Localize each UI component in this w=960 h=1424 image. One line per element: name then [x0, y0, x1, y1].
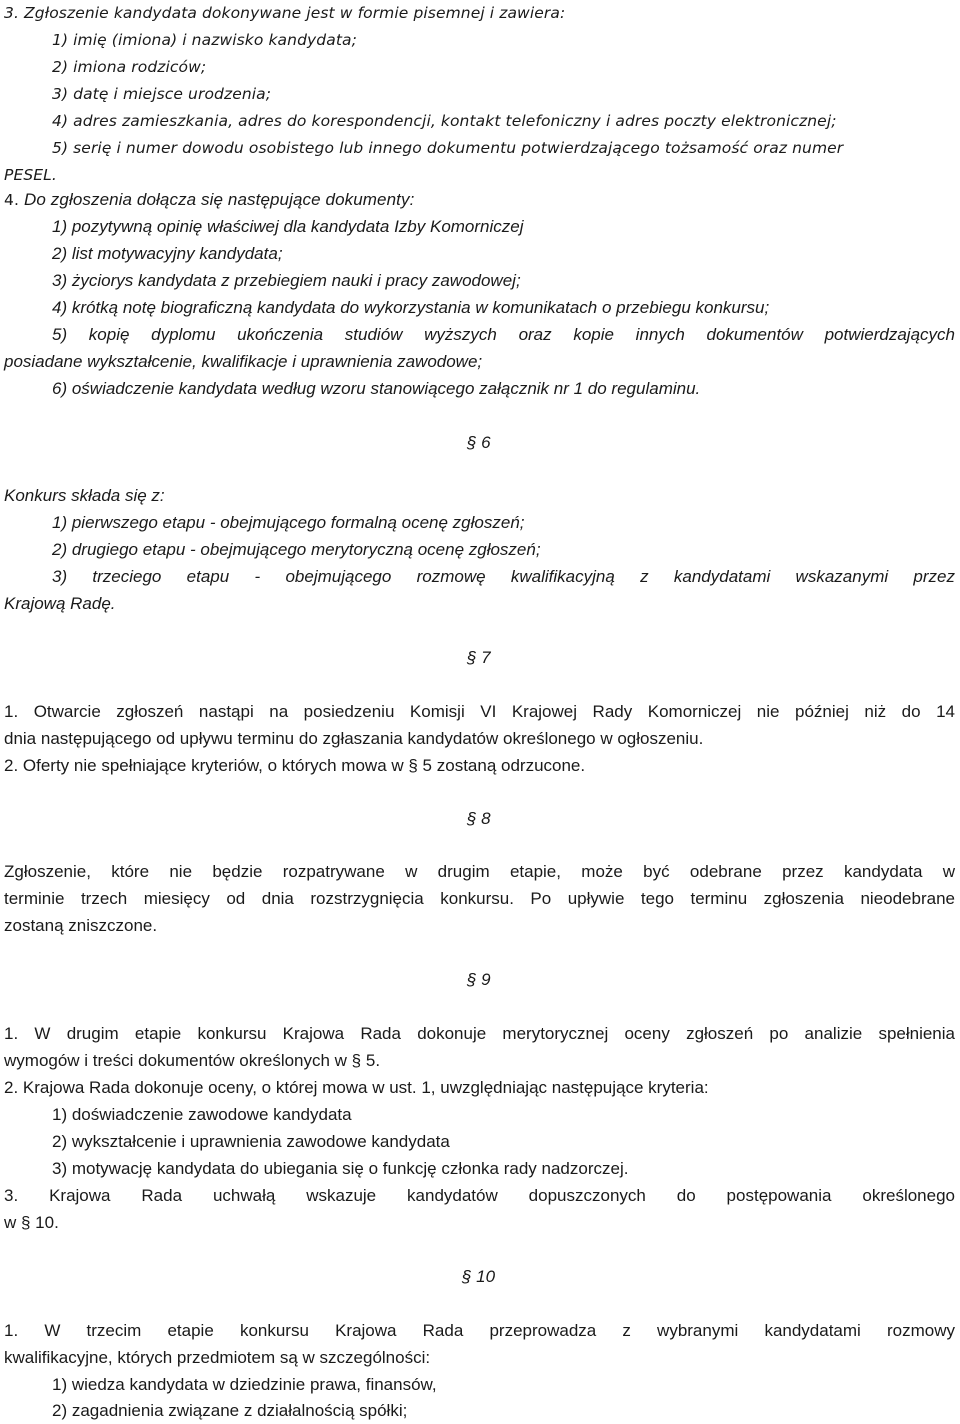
- p3-item-5-cont: PESEL.: [4, 166, 57, 184]
- s9-p3-line-1: 3. Krajowa Rada uchwałą wskazuje kandydatów dopuszczonych do postępowania określonego: [4, 1186, 955, 1205]
- s10-item-1: 1) wiedza kandydata w dziedzinie prawa, finansów,: [52, 1375, 437, 1394]
- s10-line-1: 1. W trzecim etapie konkursu Krajowa Rada przeprowadza z wybranymi kandydatami rozmowy: [4, 1321, 955, 1340]
- p4-item-2: 2) list motywacyjny kandydata;: [52, 244, 283, 263]
- s9-p3-line-2: w § 10.: [4, 1213, 59, 1232]
- s6-item-3-cont: Krajową Radę.: [4, 594, 116, 613]
- p4-item-1: 1) pozytywną opinię właściwej dla kandydata Izby Komorniczej: [52, 217, 524, 236]
- p3-heading: 3. Zgłoszenie kandydata dokonywane jest w formie pisemnej i zawiera:: [4, 4, 566, 22]
- s6-item-1: 1) pierwszego etapu - obejmującego formalną ocenę zgłoszeń;: [52, 513, 525, 532]
- p3-item-5: 5) serię i numer dowodu osobistego lub innego dokumentu potwierdzającego tożsamość oraz numer: [52, 139, 844, 157]
- s9-line-2: wymogów i treści dokumentów określonych w § 5.: [4, 1051, 381, 1070]
- section-7-title: § 7: [467, 648, 491, 667]
- s9-line-1: 1. W drugim etapie konkursu Krajowa Rada dokonuje merytorycznej oceny zgłoszeń po analizie spełnienia: [4, 1024, 955, 1043]
- s6-intro: Konkurs składa się z:: [4, 486, 165, 505]
- p4-item-5-cont: posiadane wykształcenie, kwalifikacje i uprawnienia zawodowe;: [4, 352, 483, 371]
- section-6-title: § 6: [467, 433, 491, 452]
- section-8-title: § 8: [467, 809, 491, 828]
- p4-item-3: 3) życiorys kandydata z przebiegiem nauki i pracy zawodowej;: [52, 271, 521, 290]
- s9-line-3: 2. Krajowa Rada dokonuje oceny, o której mowa w ust. 1, uwzględniając następujące kryteria:: [4, 1078, 709, 1097]
- p4-heading: Do zgłoszenia dołącza się następujące dokumenty:: [24, 190, 415, 209]
- s8-line-1: Zgłoszenie, które nie będzie rozpatrywane w drugim etapie, może być odebrane przez kandydata w: [4, 862, 955, 881]
- s10-line-2: kwalifikacyjne, których przedmiotem są w szczególności:: [4, 1348, 431, 1367]
- s9-item-3: 3) motywację kandydata do ubiegania się o funkcję członka rady nadzorczej.: [52, 1159, 629, 1178]
- s7-line-2: dnia następującego od upływu terminu do zgłaszania kandydatów określonego w ogłoszeniu.: [4, 729, 704, 748]
- s6-item-3: 3) trzeciego etapu - obejmującego rozmowę kwalifikacyjną z kandydatami wskazanymi przez: [52, 567, 955, 586]
- s7-line-1: 1. Otwarcie zgłoszeń nastąpi na posiedzeniu Komisji VI Krajowej Rady Komorniczej nie później niż do 14: [4, 702, 955, 721]
- s10-item-2: 2) zagadnienia związane z działalnością spółki;: [52, 1401, 408, 1420]
- section-9-title: § 9: [467, 970, 491, 989]
- p3-item-1: 1) imię (imiona) i nazwisko kandydata;: [52, 31, 357, 49]
- p4-item-5: 5) kopię dyplomu ukończenia studiów wyższych oraz kopie innych dokumentów potwierdzających: [52, 325, 955, 344]
- s9-item-1: 1) doświadczenie zawodowe kandydata: [52, 1105, 352, 1124]
- p4-heading-num: 4.: [4, 191, 19, 209]
- s7-line-3: 2. Oferty nie spełniające kryteriów, o których mowa w § 5 zostaną odrzucone.: [4, 756, 586, 775]
- section-10-title: § 10: [462, 1267, 496, 1286]
- p4-item-4: 4) krótką notę biograficzną kandydata do wykorzystania w komunikatach o przebiegu konkursu;: [52, 298, 770, 317]
- s8-line-3: zostaną zniszczone.: [4, 916, 158, 935]
- p3-item-3: 3) datę i miejsce urodzenia;: [52, 85, 272, 103]
- p3-item-2: 2) imiona rodziców;: [52, 58, 207, 76]
- s8-line-2: terminie trzech miesięcy od dnia rozstrzygnięcia konkursu. Po upływie tego terminu zgłoszenia nieodebrane: [4, 889, 955, 908]
- p4-item-6: 6) oświadczenie kandydata według wzoru stanowiącego załącznik nr 1 do regulaminu.: [52, 379, 701, 398]
- p4-heading-row: [4, 189, 414, 211]
- s6-item-2: 2) drugiego etapu - obejmującego merytoryczną ocenę zgłoszeń;: [52, 540, 541, 559]
- p3-item-4: 4) adres zamieszkania, adres do korespondencji, kontakt telefoniczny i adres poczty elektronicznej;: [52, 112, 837, 130]
- s9-item-2: 2) wykształcenie i uprawnienia zawodowe kandydata: [52, 1132, 450, 1151]
